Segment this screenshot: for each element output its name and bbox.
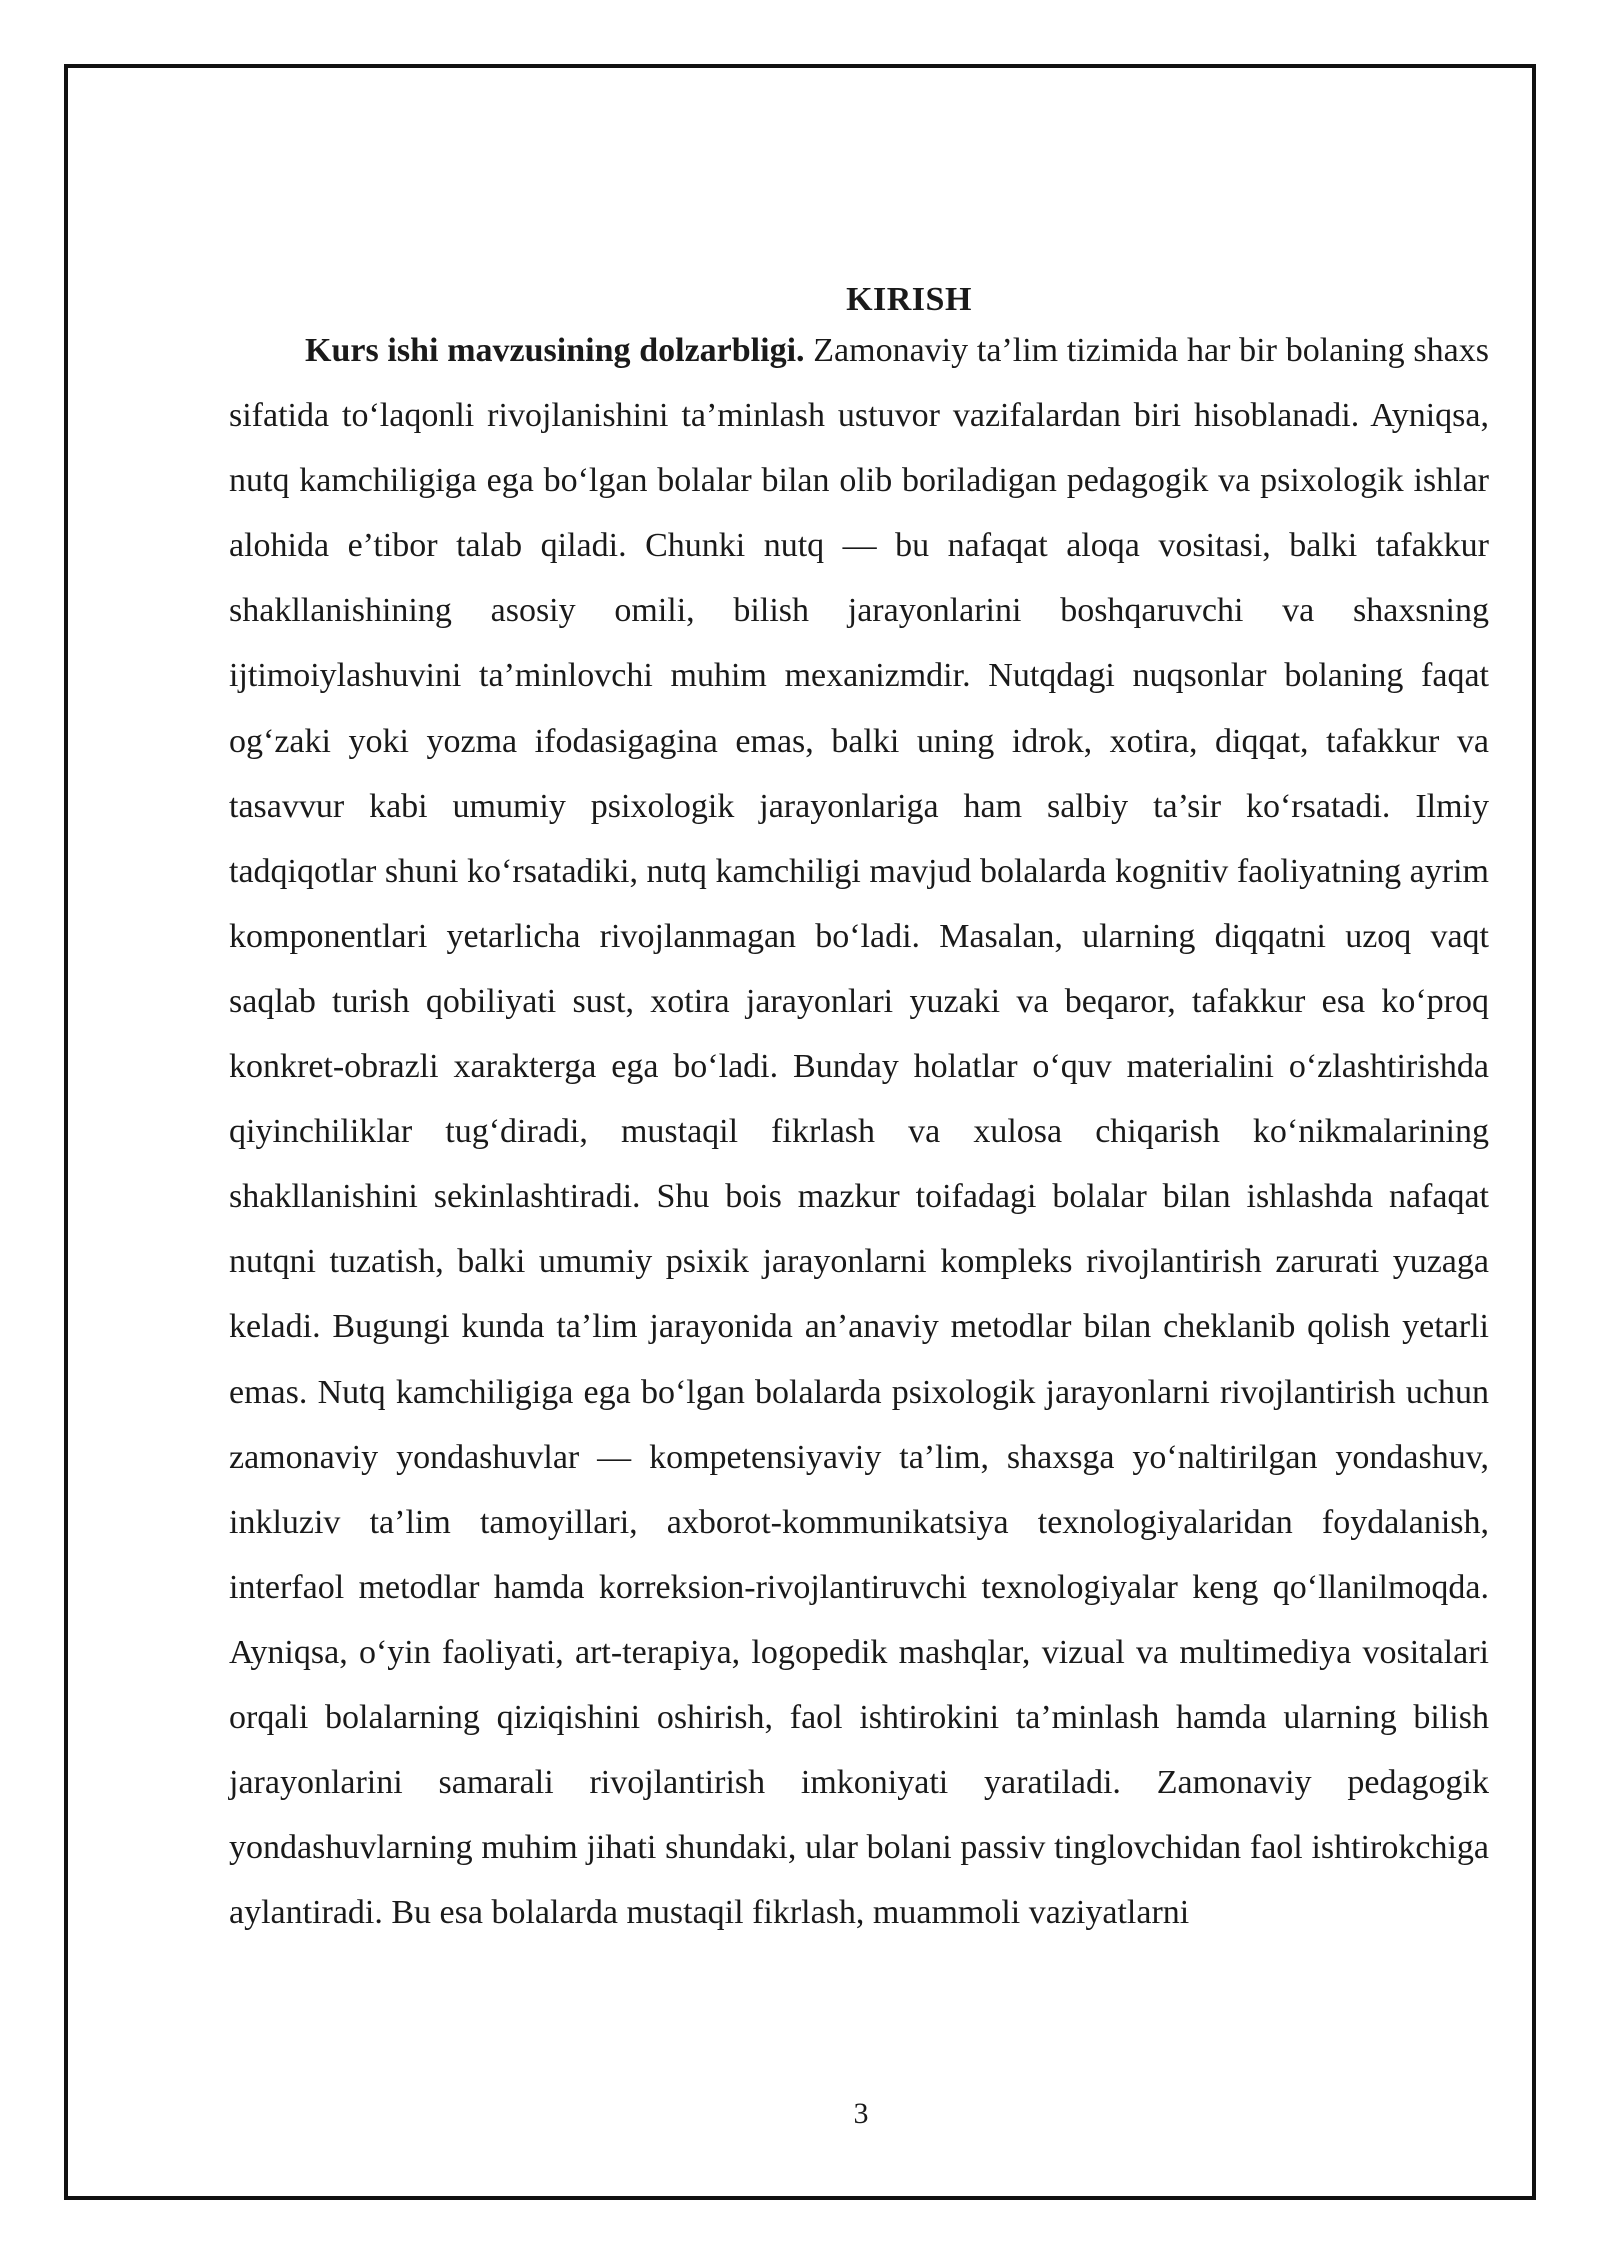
page-content bbox=[229, 282, 1489, 1945]
page-number: 3 bbox=[853, 2097, 869, 2130]
paragraph-lead: Kurs ishi mavzusining dolzarbligi. bbox=[305, 332, 805, 369]
section-title: KIRISH bbox=[846, 281, 972, 318]
body-paragraph bbox=[229, 318, 1489, 1945]
paragraph-text: Zamonaviy ta’lim tizimida har bir bolaning shaxs sifatida to‘laqonli rivojlanishini ta’minlash ustuvor vazifalardan biri hisoblanadi. Ayniqsa, nutq kamchiligiga ega bo‘lgan bolalar bilan olib boriladigan pedagogik va psixologik ishlar alohida e’tibor talab qiladi. Chunki nutq — bu nafaqat aloqa vositasi, balki tafakkur shakllanishining asosiy omili, bilish jarayonlarini boshqaruvchi va shaxsning ijtimoiylashuvini ta’minlovchi muhim mexanizmdir. Nutqdagi nuqsonlar bolaning faqat og‘zaki yoki yozma ifodasigagina emas, balki uning idrok, xotira, diqqat, tafakkur va tasavvur kabi umumiy psixologik jarayonlariga ham salbiy ta’sir ko‘rsatadi. Ilmiy tadqiqotlar shuni ko‘rsatadiki, nutq kamchiligi mavjud bolalarda kognitiv faoliyatning ayrim komponentlari yetarlicha rivojlanmagan bo‘ladi. Masalan, ularning diqqatni uzoq vaqt saqlab turish qobiliyati sust, xotira jarayonlari yuzaki va beqaror, tafakkur esa ko‘proq konkret-obrazli xarakterga ega bo‘ladi. Bunday holatlar o‘quv materialini o‘zlashtirishda qiyinchiliklar tug‘diradi, mustaqil fikrlash va xulosa chiqarish ko‘nikmalarining shakllanishini sekinlashtiradi. Shu bois mazkur toifadagi bolalar bilan ishlashda nafaqat nutqni tuzatish, balki umumiy psixik jarayonlarni kompleks rivojlantirish zarurati yuzaga keladi. Bugungi kunda ta’lim jarayonida an’anaviy metodlar bilan cheklanib qolish yetarli emas. Nutq kamchiligiga ega bo‘lgan bolalarda psixologik jarayonlarni rivojlantirish uchun zamonaviy yondashuvlar — kompetensiyaviy ta’lim, shaxsga yo‘naltirilgan yondashuv, inkluziv ta’lim tamoyillari, axborot-kommunikatsiya texnologiyalaridan foydalanish, interfaol metodlar hamda korreksion-rivojlantiruvchi texnologiyalar keng qo‘llanilmoqda. Ayniqsa, o‘yin faoliyati, art-terapiya, logopedik mashqlar, vizual va multimediya vositalari orqali bolalarning qiziqishini oshirish, faol ishtirokini ta’minlash hamda ularning bilish jarayonlarini samarali rivojlantirish imkoniyati yaratiladi. Zamonaviy pedagogik yondashuvlarning muhim jihati shundaki, ular bolani passiv tinglovchidan faol ishtirokchiga aylantiradi. Bu esa bolalarda mustaqil fikrlash, muammoli vaziyatlarni bbox=[229, 332, 1489, 1932]
